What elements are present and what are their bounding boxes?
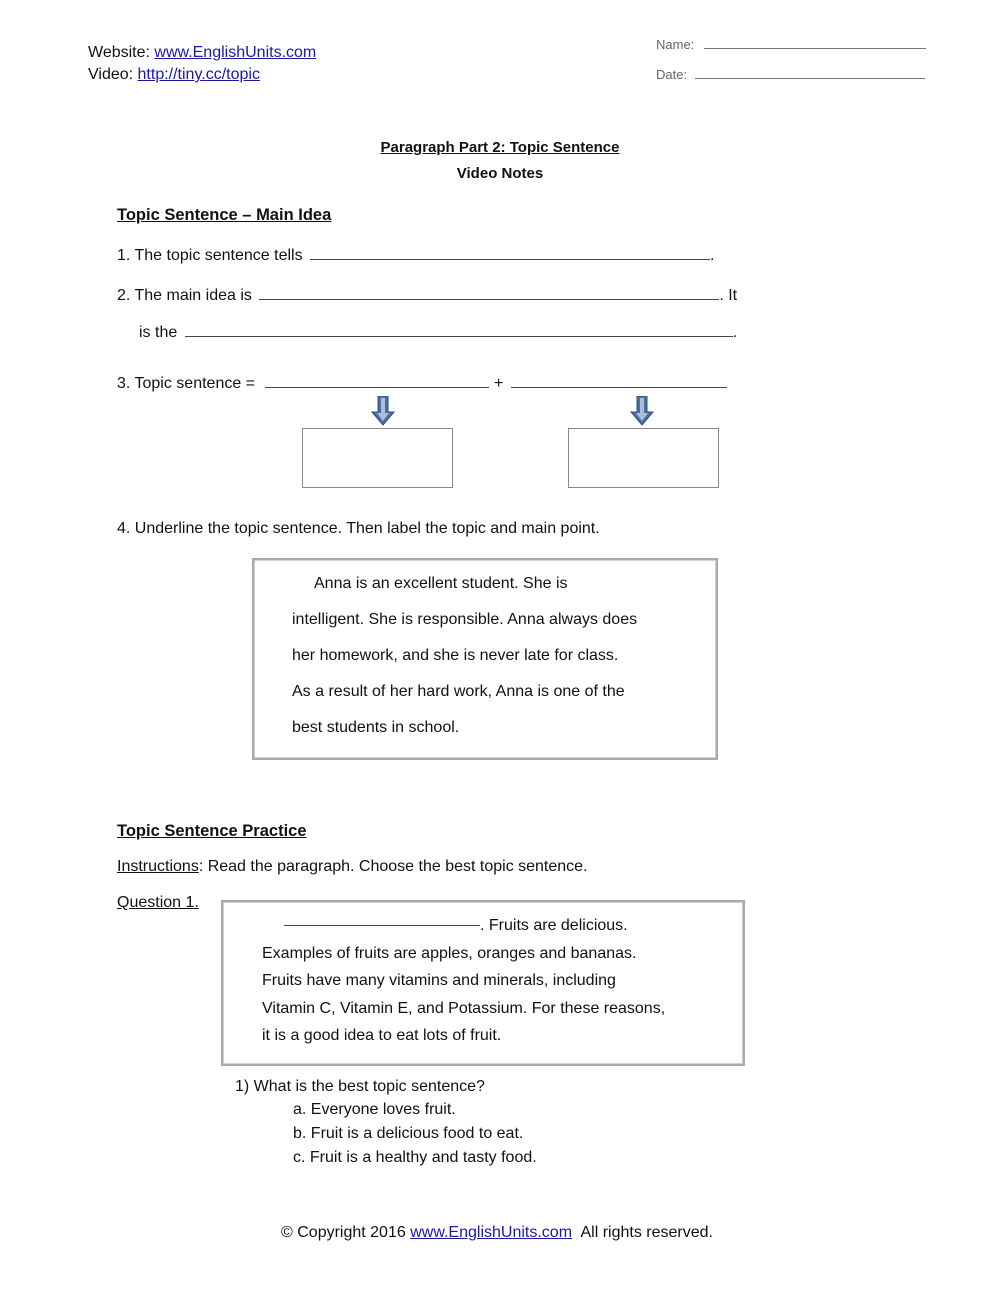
question-3-blank-topic[interactable] bbox=[265, 387, 489, 388]
website-label: Website: bbox=[88, 44, 150, 61]
fruit-line-1 bbox=[262, 912, 665, 940]
fruit-line-4: Vitamin C, Vitamin E, and Potassium. For these reasons, bbox=[262, 999, 666, 1017]
footer-rights: All rights reserved. bbox=[580, 1224, 713, 1241]
page-subtitle: Video Notes bbox=[456, 165, 544, 182]
topic-label-box[interactable] bbox=[302, 428, 453, 488]
mcq-option-a[interactable]: a. Everyone loves fruit. bbox=[293, 1101, 456, 1118]
section-heading-main-idea: Topic Sentence – Main Idea bbox=[117, 206, 332, 224]
down-arrow-icon bbox=[371, 396, 395, 426]
question-1-blank[interactable] bbox=[310, 259, 710, 260]
question-3-blank-main-idea[interactable] bbox=[511, 387, 727, 388]
footer bbox=[281, 1224, 713, 1242]
footer-copyright: © Copyright 2016 bbox=[281, 1224, 406, 1241]
anna-line-5: best students in school. bbox=[292, 719, 460, 736]
anna-line-1: Anna is an excellent student. She is bbox=[314, 575, 568, 592]
video-line bbox=[88, 66, 260, 84]
question-4: 4. Underline the topic sentence. Then label the topic and main point. bbox=[117, 520, 600, 537]
fruit-line-5: it is a good idea to eat lots of fruit. bbox=[262, 1027, 502, 1044]
video-label: Video: bbox=[88, 66, 134, 83]
anna-line-3: her homework, and she is never late for class. bbox=[292, 647, 619, 664]
website-line bbox=[88, 44, 316, 62]
anna-line-4: As a result of her hard work, Anna is one of the bbox=[292, 683, 625, 700]
section-heading-practice: Topic Sentence Practice bbox=[117, 822, 307, 840]
question-1-label: Question 1. bbox=[117, 894, 199, 911]
question-2 bbox=[117, 287, 737, 305]
mcq-option-c[interactable]: c. Fruit is a healthy and tasty food. bbox=[293, 1149, 537, 1166]
video-link[interactable]: http://tiny.cc/topic bbox=[137, 66, 260, 83]
question-2-blank[interactable] bbox=[259, 299, 719, 300]
name-blank[interactable] bbox=[704, 48, 926, 49]
question-3 bbox=[117, 375, 727, 393]
question-3-text: 3. Topic sentence = bbox=[117, 375, 256, 392]
page-title: Paragraph Part 2: Topic Sentence bbox=[380, 139, 620, 156]
instructions-text: : Read the paragraph. Choose the best topic sentence. bbox=[198, 858, 588, 875]
question-1-text: 1. The topic sentence tells bbox=[117, 247, 303, 264]
fruit-line-3: Fruits have many vitamins and minerals, including bbox=[262, 972, 616, 989]
date-blank[interactable] bbox=[695, 78, 925, 79]
mcq-option-b[interactable]: b. Fruit is a delicious food to eat. bbox=[293, 1125, 524, 1142]
date-label: Date: bbox=[656, 67, 688, 82]
website-link[interactable]: www.EnglishUnits.com bbox=[154, 44, 317, 61]
question-2b-end: . bbox=[732, 324, 738, 341]
question-2b bbox=[139, 324, 737, 342]
question-2-text: 2. The main idea is bbox=[117, 287, 252, 304]
name-label: Name: bbox=[656, 37, 695, 52]
name-field bbox=[656, 37, 926, 52]
down-arrow-icon bbox=[630, 396, 654, 426]
question-2-end: . It bbox=[719, 287, 738, 304]
question-2b-text: is the bbox=[139, 324, 178, 341]
anna-line-2: intelligent. She is responsible. Anna always does bbox=[292, 611, 638, 628]
question-3-plus: + bbox=[493, 375, 504, 392]
instructions-label: Instructions bbox=[117, 858, 199, 875]
question-2b-blank[interactable] bbox=[185, 336, 733, 337]
anna-paragraph bbox=[292, 566, 637, 746]
question-1-end: . bbox=[710, 247, 715, 264]
fruit-line-1-text: . Fruits are delicious. bbox=[480, 917, 628, 934]
date-field bbox=[656, 67, 925, 82]
main-idea-label-box[interactable] bbox=[568, 428, 719, 488]
fruit-topic-blank[interactable] bbox=[284, 925, 480, 926]
mcq-question: 1) What is the best topic sentence? bbox=[235, 1078, 485, 1095]
question-1 bbox=[117, 247, 715, 265]
fruit-paragraph bbox=[262, 912, 665, 1050]
footer-link[interactable]: www.EnglishUnits.com bbox=[410, 1224, 573, 1241]
fruit-line-2: Examples of fruits are apples, oranges and bananas. bbox=[262, 944, 637, 962]
instructions bbox=[117, 858, 588, 876]
